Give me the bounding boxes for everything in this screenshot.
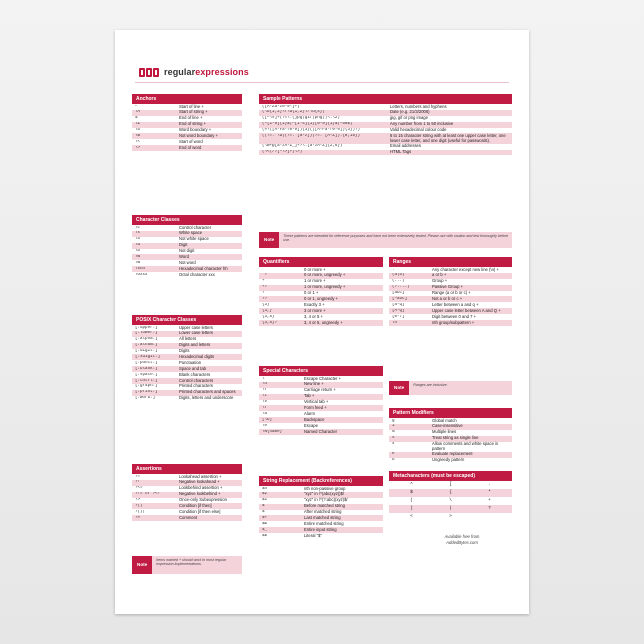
metacharacter: . (488, 482, 491, 488)
row-description: Lookbehind assertion + (179, 485, 223, 491)
quantifiers-section (259, 257, 383, 326)
row-description: Start of line + (179, 103, 204, 109)
row-syntax: [:space:] (135, 372, 158, 377)
row-syntax: (\w+@[a-zA-Z_]+?\.[a-zA-Z]{2,6}) (262, 144, 343, 149)
sample-patterns-section (259, 94, 512, 155)
posix-section (132, 315, 242, 402)
row-syntax: \Oxxx (135, 272, 148, 277)
row-description: Once-only Subexpression (179, 497, 227, 503)
metacharacter: ? (488, 506, 491, 512)
row-syntax: (...) (392, 279, 405, 284)
section-title: String Replacement (Backreferences) (259, 476, 383, 486)
row-description: Entire matched string (304, 520, 344, 526)
row-description: "xyz" in /^(abc(xyz))$/ (304, 491, 345, 497)
ranges-section (389, 257, 512, 326)
table-row (132, 145, 242, 151)
row-description: Digit between 0 and 7 + (432, 313, 477, 319)
row-syntax: $_ (262, 527, 268, 532)
row-description: Not a or b or c + (432, 295, 463, 301)
row-description: Octal character xxx (179, 271, 215, 277)
row-syntax: [:word:] (135, 396, 156, 401)
special-characters-section (259, 366, 383, 435)
row-syntax: \n (392, 320, 398, 325)
row-description: Treat string as single line (432, 435, 479, 441)
row-syntax: [:alnum:] (135, 343, 158, 348)
row-syntax: \v (262, 400, 268, 405)
row-syntax: $1 (262, 498, 268, 503)
row-syntax: ([A-Za-z0-9-]+) (262, 104, 300, 109)
row-syntax: \f (262, 405, 268, 410)
credit-line-2: AddedBytes.com (446, 540, 478, 546)
row-description: 1 or more + (304, 278, 326, 284)
row-syntax: \e (262, 423, 268, 428)
row-syntax: *? (262, 273, 268, 278)
row-description: All letters (179, 336, 197, 342)
row-description: HTML Tags (390, 149, 412, 154)
row-description: Word boundary + (179, 127, 212, 133)
row-description: 0 or more, ungreedy + (304, 272, 346, 278)
row-syntax: \A (135, 110, 141, 115)
row-description: nth non-passive group (304, 485, 346, 491)
row-description: Escape Character + (304, 375, 342, 381)
note-text: Items marked + should work in most regular expression implementations. (156, 558, 227, 567)
row-syntax: \N{name} (262, 429, 283, 434)
row-syntax: $$ (262, 533, 268, 538)
section-title: Metacharacters (must be escaped) (389, 471, 512, 481)
row-syntax: (#?([A-Fa-f0-9]){3}(([A-Fa-f0-9]){3})?) (262, 128, 361, 133)
row-syntax: \Z (135, 122, 141, 127)
row-syntax: $+ (262, 515, 268, 520)
row-syntax: \ (262, 376, 265, 381)
row-syntax: \< (135, 139, 141, 144)
row-description: Vertical tab + (304, 399, 329, 405)
row-syntax: \a (262, 411, 268, 416)
row-syntax: [\b] (262, 417, 273, 422)
row-syntax: \c (135, 225, 141, 230)
row-description: a or b + (432, 272, 447, 278)
row-syntax: x (392, 442, 395, 447)
note-left (132, 556, 242, 574)
row-description: New line + (304, 381, 324, 387)
row-syntax: ?! (135, 480, 141, 485)
row-syntax: ?# (135, 515, 141, 520)
row-syntax: . (392, 267, 395, 272)
row-description: Escape (304, 422, 318, 428)
row-syntax: ?()| (135, 509, 146, 514)
row-description: Control characters (179, 377, 214, 383)
row-description: Date (e.g. 21/3/2006) (390, 109, 430, 115)
row-description: Not white space (179, 236, 209, 242)
row-description: Valid hexadecimal colour code (390, 127, 447, 133)
row-syntax: ?!= or ?<! (135, 492, 161, 497)
row-syntax: {3} (262, 302, 270, 307)
section-title: Ranges (389, 257, 512, 267)
note-ranges (389, 381, 512, 395)
row-syntax: * (262, 267, 265, 272)
metacharacter: [ (449, 482, 452, 488)
row-syntax: \S (135, 237, 141, 242)
table-row (259, 388, 383, 394)
row-description: Group + (432, 278, 448, 284)
metacharacter-row (389, 497, 512, 505)
row-syntax: [:print:] (135, 390, 158, 395)
row-description: "xyz" in /^(?:abc)(xyz)$/ (304, 497, 348, 503)
row-syntax: \B (135, 133, 141, 138)
row-description: Not word boundary + (179, 132, 218, 138)
row-description: Letter between a and q + (432, 301, 479, 307)
row-syntax: [:alpha:] (135, 337, 158, 342)
table-row (259, 429, 383, 435)
row-description: Blank characters (179, 371, 211, 377)
row-syntax: {3,5} (262, 314, 275, 319)
logo-text: regularexpressions (164, 67, 249, 77)
row-description: 1 or more, ungreedy + (304, 284, 346, 290)
table-row (259, 116, 512, 122)
character-classes-section (132, 215, 242, 278)
section-title: Anchors (132, 94, 242, 104)
row-syntax: +? (262, 285, 268, 290)
row-description: 3, 4 or 5 + (304, 313, 323, 319)
row-description: Digits (179, 348, 190, 354)
row-syntax: [abc] (392, 291, 405, 296)
row-description: End of string + (179, 121, 207, 127)
row-description: Hexadecimal digits (179, 353, 215, 359)
metacharacter: * (488, 490, 491, 496)
row-description: Tab + (304, 393, 315, 399)
row-description: Upper case letters (179, 324, 213, 330)
metacharacter: > (449, 514, 452, 520)
row-syntax: {3,5}? (262, 320, 278, 325)
row-description: Passive Group + (432, 284, 464, 290)
row-syntax: \W (135, 260, 141, 265)
row-description: Entire input string (304, 526, 337, 532)
row-description: Global match (432, 417, 457, 423)
row-syntax: (\<(/?[^\>]+)\>) (262, 150, 303, 154)
row-description: Space and tab (179, 365, 207, 371)
section-title: Pattern Modifiers (389, 408, 512, 418)
row-syntax: $ (135, 116, 138, 121)
string-replacement-section (259, 476, 383, 539)
row-description: After matched string (304, 509, 342, 515)
row-syntax: {3,} (262, 308, 273, 313)
row-syntax: ?? (262, 296, 268, 301)
row-description: Not digit (179, 248, 195, 254)
table-row (259, 150, 512, 156)
row-syntax: [:cntrl:] (135, 378, 158, 383)
row-syntax: i (392, 424, 395, 429)
row-syntax: (\d{1,2}\/\d{1,2}\/\d{4}) (262, 110, 325, 115)
table-row (132, 272, 242, 278)
row-syntax: U (392, 458, 395, 463)
row-syntax: $& (262, 521, 268, 526)
row-description: Carriage return + (304, 387, 336, 393)
section-title: Quantifiers (259, 257, 383, 267)
row-syntax: \d (135, 243, 141, 248)
metacharacters-grid (389, 481, 512, 521)
row-syntax: e (392, 452, 395, 457)
table-row (259, 285, 383, 291)
row-description: Ungreedy pattern (432, 457, 465, 463)
row-syntax: m (392, 430, 395, 435)
note-text: These patterns are intended for reference purposes and have not been extensively tested. Please use with caution and test thoroughly before use. (283, 234, 509, 243)
row-syntax: ?() (135, 503, 143, 508)
metacharacter-row (389, 489, 512, 497)
row-description: Punctuation (179, 359, 202, 365)
row-syntax: (a|b) (392, 273, 405, 278)
row-description: White space (179, 230, 203, 236)
row-syntax: [:blank:] (135, 366, 158, 371)
table-row (132, 237, 242, 243)
row-description: Multiple lines (432, 429, 457, 435)
row-description: 0 or more + (304, 266, 326, 272)
row-description: Any number from 1 to 50 inclusive (390, 121, 454, 127)
row-description: Condition [if then else] (179, 508, 221, 514)
row-syntax: ?<= (135, 486, 143, 491)
note-text: Ranges are inclusive. (413, 383, 448, 387)
row-description: Negative lookbehind + (179, 491, 221, 497)
row-syntax: \D (135, 249, 141, 254)
row-syntax: [:graph:] (135, 384, 158, 389)
row-description: Not word (179, 259, 196, 265)
row-description: Condition [if then] (179, 502, 212, 508)
metacharacter: ( (410, 498, 413, 504)
row-syntax: [:lower:] (135, 331, 158, 336)
row-description: nth group/subpattern + (432, 319, 475, 325)
row-description: Negative lookahead + (179, 479, 220, 485)
row-description: Email addresses (390, 143, 421, 149)
row-description: Exactly 3 + (304, 301, 325, 307)
row-syntax: \s (135, 231, 141, 236)
row-syntax: [:upper:] (135, 325, 158, 330)
row-description: Printed characters and spaces (179, 389, 236, 395)
row-description: Digits, letters and underscore (179, 395, 234, 401)
section-title: Sample Patterns (259, 94, 512, 104)
row-description: Last matched string (304, 514, 341, 520)
row-syntax: \t (262, 394, 268, 399)
section-title: Character Classes (132, 215, 242, 225)
table-row (389, 267, 512, 273)
row-description: Start of string + (179, 109, 208, 115)
table-row (259, 133, 512, 143)
metacharacter-row (389, 481, 512, 489)
note-tag: Note (259, 232, 279, 248)
row-description: Start of word (179, 138, 203, 144)
row-syntax: ([^\s]+(?=\.(jpg|gif|png))\.\2) (262, 116, 340, 121)
row-description: Range (a or b or c) + (432, 290, 471, 296)
row-description: Lookahead assertion + (179, 473, 222, 479)
table-row (259, 405, 383, 411)
row-description: Digits and letters (179, 342, 211, 348)
row-syntax: \r (262, 388, 268, 393)
metacharacter: + (488, 498, 491, 504)
table-row (389, 320, 512, 326)
row-syntax: ? (262, 291, 265, 296)
row-description: Backspace (304, 416, 325, 422)
row-description: Alarm (304, 410, 315, 416)
row-description: Comment (179, 514, 198, 520)
metacharacter-row (389, 513, 512, 521)
row-description: Named Character (304, 428, 338, 434)
row-syntax: $` (262, 504, 268, 509)
row-description: Printed characters (179, 383, 213, 389)
anchors-section (132, 94, 242, 151)
table-row (259, 320, 383, 326)
row-syntax: $2 (262, 492, 268, 497)
row-description: Digit (179, 242, 188, 248)
row-syntax: + (262, 279, 265, 284)
row-syntax: [:xdigit:] (135, 354, 161, 359)
row-description: End of line + (179, 115, 203, 121)
metacharacter: < (410, 514, 413, 520)
row-syntax: $' (262, 510, 268, 515)
metacharacter: \ (449, 498, 452, 504)
logo-icon (139, 68, 159, 77)
section-title: POSIX Character Classes (132, 315, 242, 325)
row-description: Case-insensitive (432, 423, 463, 429)
row-description: Literal "$" (304, 532, 322, 538)
header-divider (135, 82, 509, 83)
table-row (259, 533, 383, 539)
row-syntax: (?:...) (392, 285, 410, 290)
row-description: Word (179, 253, 189, 259)
row-syntax: s (392, 436, 395, 441)
row-syntax: [:punct:] (135, 360, 158, 365)
metacharacter: $ (410, 490, 413, 496)
row-description: 3 or more + (304, 307, 326, 313)
row-description: jpg, gif or png image (390, 115, 428, 121)
row-syntax: ?= (135, 474, 141, 479)
row-syntax: \> (135, 145, 141, 150)
row-description: Allow comments and white space in pattern (432, 441, 499, 451)
row-description: 0 or 1, ungreedy + (304, 295, 339, 301)
row-description: 8 to 15 character string with at least one upper case letter, one lower case letter, and one digit (useful for passwords). (390, 132, 506, 143)
row-description: Lower case letters (179, 330, 213, 336)
table-row (259, 104, 512, 110)
row-syntax: [^abc] (392, 296, 408, 301)
row-description: End of word (179, 144, 202, 150)
row-syntax: ?> (135, 498, 141, 503)
row-description: Letters, numbers and hyphens (390, 103, 447, 109)
metacharacter: ^ (410, 482, 413, 488)
row-description: Upper case letter between A and Q + (432, 307, 501, 313)
row-description: Form feed + (304, 404, 327, 410)
row-syntax: $n (262, 486, 268, 491)
table-row (389, 458, 512, 464)
row-description: 0 or 1 + (304, 290, 319, 296)
row-syntax: \xhh (135, 266, 146, 271)
table-row (259, 110, 512, 116)
credit-line-1: Available free from (444, 534, 480, 539)
metacharacter: { (449, 490, 452, 496)
row-description: 3, 4 or 5, ungreedy + (304, 319, 343, 325)
row-description: Any character except new line (\n) + (432, 266, 499, 272)
table-row (259, 144, 512, 150)
metacharacter: ) (410, 506, 413, 512)
row-syntax: [A-Q] (392, 308, 405, 313)
row-syntax: \b (135, 128, 141, 133)
table-row (389, 442, 512, 452)
table-row (132, 515, 242, 521)
table-row (259, 417, 383, 423)
row-syntax: (^[1-9]{1}$|^[1-4]{1}[0-9]{1}$|^50$) (262, 122, 353, 127)
row-syntax: \n (262, 382, 268, 387)
assertions-section (132, 464, 242, 521)
row-description: Evaluate replacement (432, 451, 473, 457)
metacharacter: | (449, 506, 452, 512)
row-syntax: [0-7] (392, 314, 405, 319)
metacharacter-row (389, 505, 512, 513)
table-row (389, 273, 512, 279)
table-row (259, 122, 512, 128)
cheat-sheet-poster (115, 30, 529, 614)
note-samples (259, 232, 512, 248)
row-syntax: \w (135, 254, 141, 259)
section-title: Special Characters (259, 366, 383, 376)
row-syntax: ^ (135, 104, 138, 109)
section-title: Assertions (132, 464, 242, 474)
row-syntax: ((?=.*\d)(?=.*[a-z])(?=.*[A-Z]).{8,15}) (262, 133, 361, 138)
logo (139, 65, 249, 79)
row-description: Hexadecimal character hh (179, 265, 228, 271)
row-description: Before matched string (304, 503, 345, 509)
note-tag: Note (132, 556, 152, 574)
table-row (132, 396, 242, 402)
row-syntax: [:digit:] (135, 349, 158, 354)
credit (406, 534, 518, 547)
metacharacters-section (389, 471, 512, 521)
row-syntax: [a-q] (392, 302, 405, 307)
pattern-modifiers-section (389, 408, 512, 464)
row-syntax: g (392, 418, 395, 423)
note-tag: Note (389, 381, 409, 395)
row-description: Control character (179, 224, 212, 230)
